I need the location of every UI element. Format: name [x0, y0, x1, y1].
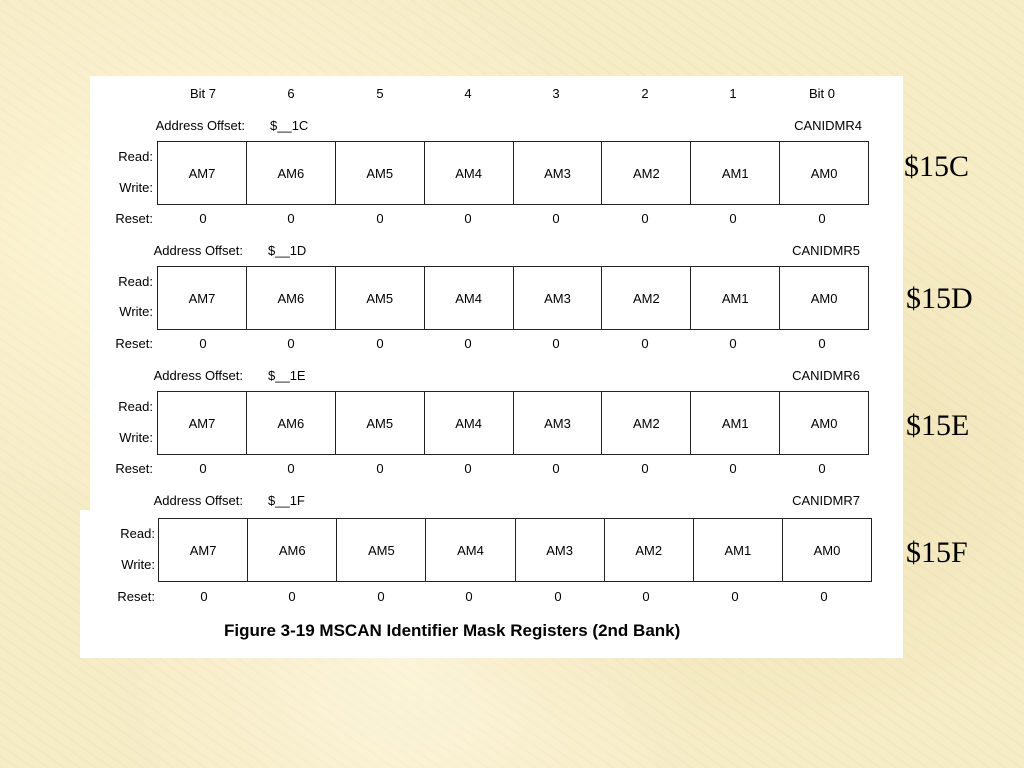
- bit-cell: AM3: [516, 519, 605, 581]
- bit-cell: AM4: [425, 392, 514, 454]
- reset-value: 0: [464, 211, 472, 226]
- reset-value: 0: [199, 211, 207, 226]
- bit-cell: AM4: [425, 142, 514, 204]
- register-name: CANIDMR6: [792, 368, 860, 383]
- read-label: Read:: [118, 274, 153, 289]
- address-offset-label: Address Offset:: [153, 493, 243, 508]
- bit-cell: AM6: [247, 142, 336, 204]
- reset-value: 0: [818, 211, 826, 226]
- reset-value: 0: [642, 589, 650, 604]
- bit-header: 2: [641, 86, 649, 101]
- bit-cell: AM2: [602, 142, 691, 204]
- bit-cell: AM4: [425, 267, 514, 329]
- bit-cell: AM4: [426, 519, 515, 581]
- bit-cell: AM6: [248, 519, 337, 581]
- bit-cell: AM6: [247, 392, 336, 454]
- bit-header: 5: [376, 86, 384, 101]
- memory-address-label: $15D: [906, 282, 973, 315]
- reset-label: Reset:: [117, 589, 155, 604]
- bit-header: 3: [552, 86, 560, 101]
- memory-address-label: $15C: [904, 150, 970, 183]
- reset-value: 0: [820, 589, 828, 604]
- read-label: Read:: [118, 149, 153, 164]
- reset-value: 0: [376, 336, 384, 351]
- address-offset-value: $__1C: [270, 118, 309, 133]
- bit-cell: AM7: [158, 267, 247, 329]
- reset-value: 0: [376, 461, 384, 476]
- bit-cell: AM7: [158, 392, 247, 454]
- reset-value: 0: [729, 211, 737, 226]
- bit-cell: AM1: [691, 142, 780, 204]
- reset-value: 0: [641, 211, 649, 226]
- bit-cell: AM2: [605, 519, 694, 581]
- bit-cell: AM1: [694, 519, 783, 581]
- reset-value: 0: [199, 336, 207, 351]
- reset-value: 0: [729, 461, 737, 476]
- reset-value: 0: [377, 589, 385, 604]
- bit-cell: AM2: [602, 267, 691, 329]
- bit-cell: AM0: [810, 415, 838, 431]
- reset-value: 0: [552, 336, 560, 351]
- bit-cell: AM0: [810, 165, 838, 181]
- memory-address-label: $15E: [906, 409, 970, 442]
- bit-header: 6: [287, 86, 295, 101]
- address-offset-value: $__1D: [268, 243, 307, 258]
- bit-header: 4: [464, 86, 472, 101]
- bit-cell: AM5: [337, 519, 426, 581]
- register-bit-row: [157, 141, 869, 205]
- reset-value: 0: [376, 211, 384, 226]
- reset-value: 0: [641, 336, 649, 351]
- reset-value: 0: [554, 589, 562, 604]
- reset-value: 0: [818, 336, 826, 351]
- bit-cell: AM5: [336, 267, 425, 329]
- bit-cell: AM6: [247, 267, 336, 329]
- write-label: Write:: [119, 180, 153, 195]
- address-offset-label: Address Offset:: [153, 368, 243, 383]
- bit-cell: AM3: [514, 392, 603, 454]
- address-offset-value: $__1F: [268, 493, 305, 508]
- write-label: Write:: [121, 557, 155, 572]
- reset-value: 0: [199, 461, 207, 476]
- reset-value: 0: [287, 211, 295, 226]
- reset-value: 0: [729, 336, 737, 351]
- reset-value: 0: [731, 589, 739, 604]
- reset-value: 0: [288, 589, 296, 604]
- bit-cell: AM2: [602, 392, 691, 454]
- reset-value: 0: [818, 461, 826, 476]
- bit-header: Bit 0: [808, 86, 836, 101]
- write-label: Write:: [119, 304, 153, 319]
- bit-cell: AM5: [336, 142, 425, 204]
- reset-value: 0: [287, 461, 295, 476]
- bit-cell: AM0: [810, 290, 838, 306]
- bit-cell: AM5: [336, 392, 425, 454]
- bit-cell: AM1: [691, 267, 780, 329]
- register-bit-row: [158, 518, 872, 582]
- register-name: CANIDMR7: [792, 493, 860, 508]
- bit-header: 1: [729, 86, 737, 101]
- memory-address-label: $15F: [906, 536, 968, 569]
- read-label: Read:: [120, 526, 155, 541]
- bit-cell: AM3: [514, 142, 603, 204]
- reset-label: Reset:: [115, 461, 153, 476]
- reset-label: Reset:: [115, 211, 153, 226]
- register-name: CANIDMR4: [794, 118, 862, 133]
- register-bit-row: [157, 266, 869, 330]
- bit-cell: AM7: [159, 519, 248, 581]
- bit-header: Bit 7: [189, 86, 217, 101]
- reset-value: 0: [200, 589, 208, 604]
- read-label: Read:: [118, 399, 153, 414]
- reset-value: 0: [641, 461, 649, 476]
- bit-cell: AM7: [158, 142, 247, 204]
- reset-value: 0: [552, 461, 560, 476]
- figure-caption: Figure 3-19 MSCAN Identifier Mask Registers (2nd Bank): [224, 621, 681, 640]
- reset-value: 0: [287, 336, 295, 351]
- reset-value: 0: [464, 461, 472, 476]
- write-label: Write:: [119, 430, 153, 445]
- reset-label: Reset:: [115, 336, 153, 351]
- reset-value: 0: [465, 589, 473, 604]
- address-offset-label: Address Offset:: [153, 243, 243, 258]
- register-name: CANIDMR5: [792, 243, 860, 258]
- reset-value: 0: [464, 336, 472, 351]
- bit-cell: AM1: [691, 392, 780, 454]
- register-bit-row: [157, 391, 869, 455]
- reset-value: 0: [552, 211, 560, 226]
- bit-cell: AM3: [514, 267, 603, 329]
- address-offset-label: Address Offset:: [155, 118, 245, 133]
- bit-cell: AM0: [813, 542, 841, 558]
- address-offset-value: $__1E: [268, 368, 306, 383]
